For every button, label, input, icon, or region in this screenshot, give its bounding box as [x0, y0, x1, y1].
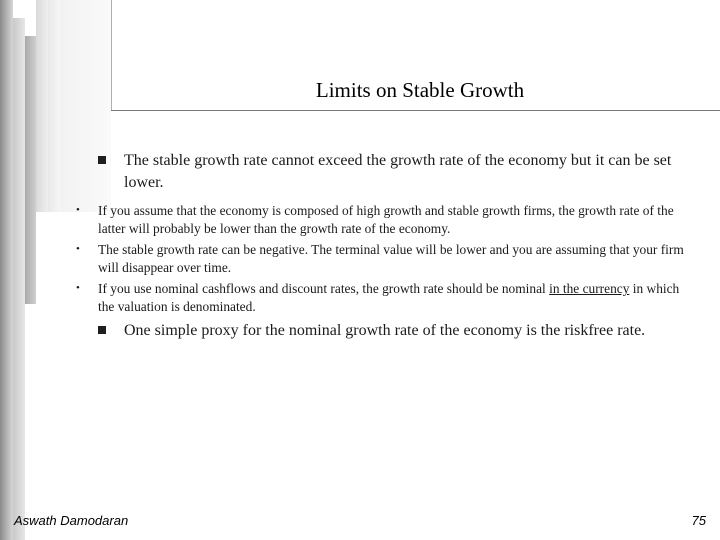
sub-bullet-text-part: If you use nominal cashflows and discount rates, the growth rate should be nominal: [98, 281, 550, 296]
slide-title: Limits on Stable Growth: [315, 78, 525, 102]
title-rule: [111, 110, 720, 111]
sub-bullet-text: If you assume that the economy is composed of high growth and stable growth firms, the growth rate of the latter will probably be lower than the growth rate of the economy.: [98, 203, 674, 236]
sub-bullet-text-part: in which the valuation is denominated.: [98, 281, 680, 314]
bullet-item: [98, 150, 698, 194]
sub-bullet-text: The stable growth rate can be negative. The terminal value will be lower and you are assuming that your firm will disappear over time.: [98, 242, 684, 275]
dot-bullet-icon: •: [76, 204, 80, 216]
sub-bullet-item: [76, 241, 698, 276]
underlined-phrase: in the currency: [549, 281, 630, 296]
square-bullet-icon: [98, 156, 106, 164]
square-bullet-icon: [98, 326, 106, 334]
slide-content: [76, 150, 698, 342]
decor-bar: [25, 36, 36, 304]
dot-bullet-icon: •: [76, 282, 80, 294]
bullet-text: The stable growth rate cannot exceed the growth rate of the economy but it can be set lower.: [124, 152, 672, 191]
sub-bullet-item: [76, 202, 698, 237]
decor-bar: [13, 18, 25, 540]
footer-author: Aswath Damodaran: [14, 513, 129, 528]
dot-bullet-icon: •: [76, 243, 80, 255]
decor-bar: [36, 0, 48, 212]
decor-bar: [0, 0, 13, 540]
decor-bar: [48, 0, 60, 212]
bullet-text: One simple proxy for the nominal growth rate of the economy is the riskfree rate.: [124, 322, 646, 339]
page-number: 75: [691, 513, 706, 528]
sub-bullet-item: [76, 280, 698, 315]
title-rule-vertical: [111, 0, 112, 110]
bullet-item: [98, 320, 698, 342]
